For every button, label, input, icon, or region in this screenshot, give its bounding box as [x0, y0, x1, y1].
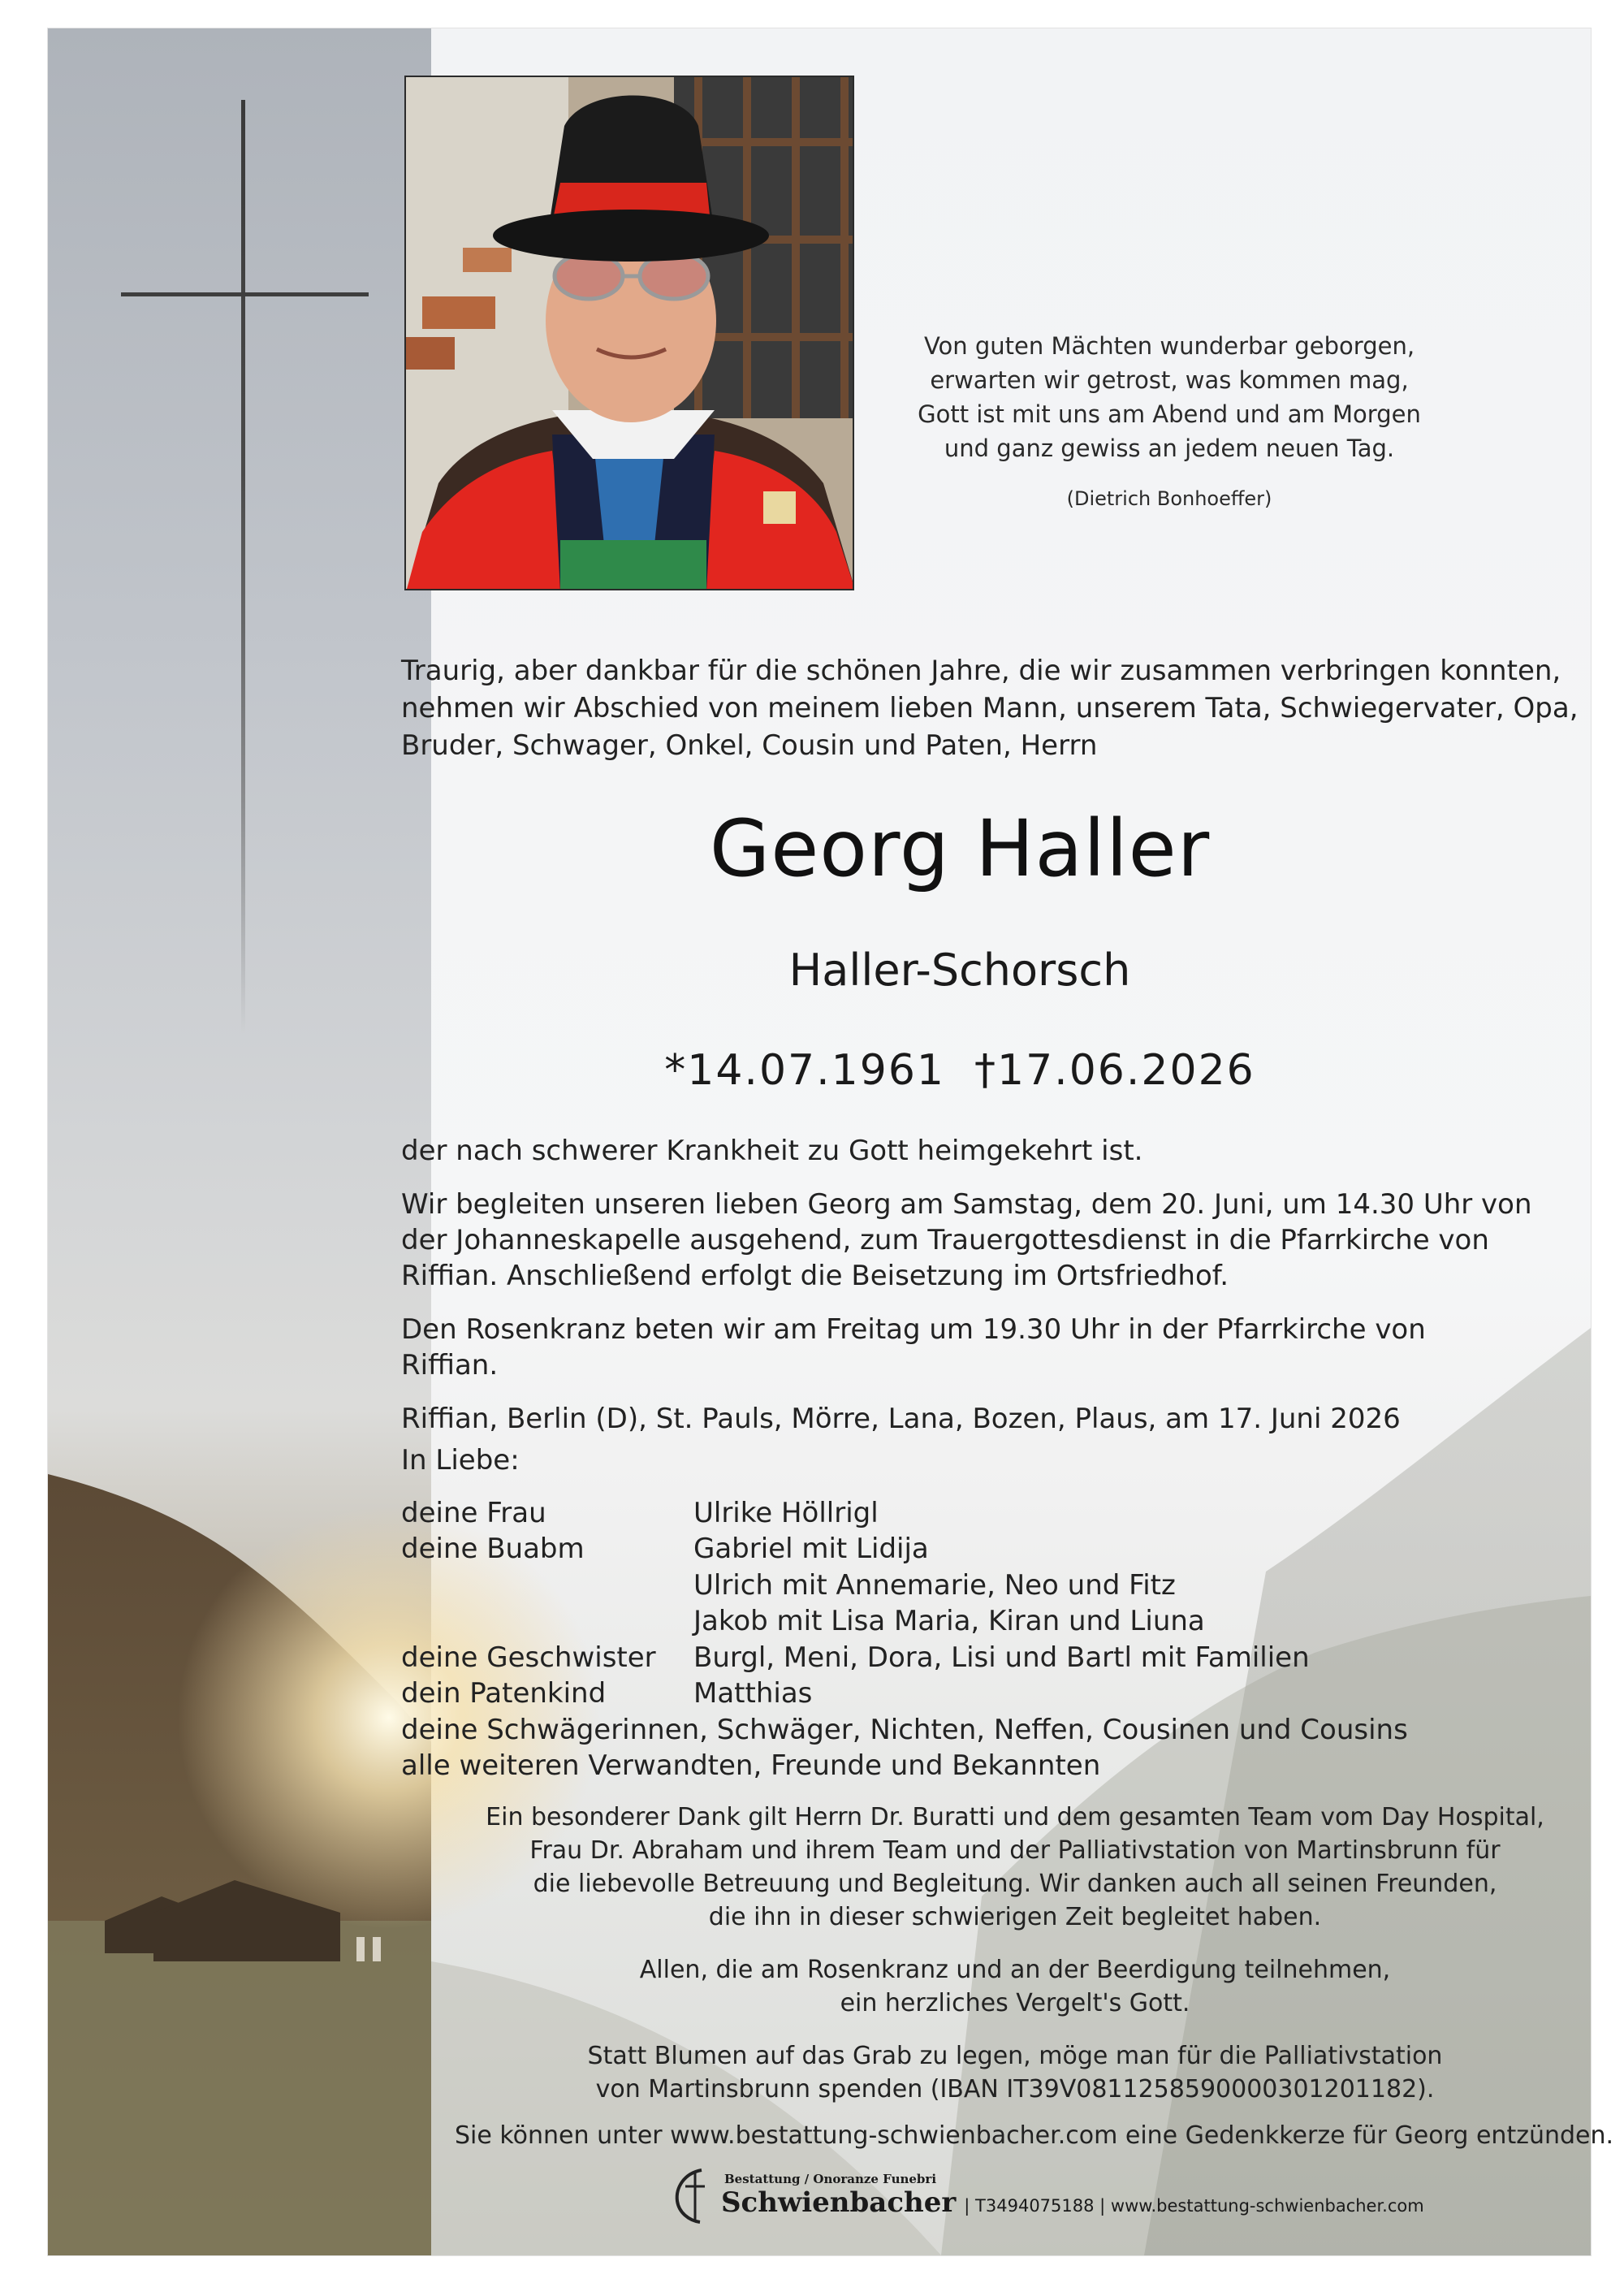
relation-names: Burgl, Meni, Dora, Lisi und Bartl mit Familien — [693, 1641, 1310, 1674]
thanks-line: Allen, die am Rosenkranz und an der Beerdigung teilnehmen, — [639, 1956, 1391, 1984]
funeral-home-logo — [669, 2163, 1424, 2228]
funeral-line: der Johanneskapelle ausgehend, zum Trauergottesdienst in die Pfarrkirche von — [401, 1224, 1489, 1256]
thanks-line: Frau Dr. Abraham und ihrem Team und der Palliativstation von Martinsbrunn für — [529, 1836, 1501, 1865]
relation-label — [401, 1603, 693, 1640]
thanks-block — [455, 1801, 1575, 2125]
mourner-row — [401, 1640, 1522, 1676]
poem-author: (Dietrich Bonhoeffer) — [1066, 487, 1272, 510]
thanks-line: von Martinsbrunn spenden (IBAN IT39V0811258590000301201182). — [595, 2075, 1435, 2104]
relation-label — [401, 1567, 693, 1604]
memorial-candle-note: Sie können unter www.bestattung-schwienbacher.com eine Gedenkkerze für Georg entzünden. — [455, 2121, 1614, 2150]
funeral-line: Wir begleiten unseren lieben Georg am Samstag, dem 20. Juni, um 14.30 Uhr von — [401, 1188, 1532, 1221]
relation-names: Jakob mit Lisa Maria, Kiran und Liuna — [693, 1605, 1205, 1637]
deceased-name: Georg Haller — [709, 803, 1211, 894]
poem-block — [893, 329, 1445, 516]
thanks-line: die ihn in dieser schwierigen Zeit begleitet haben. — [708, 1903, 1322, 1931]
relation-names: Matthias — [693, 1677, 813, 1710]
intro-line: Bruder, Schwager, Onkel, Cousin und Paten, Herrn — [401, 729, 1098, 762]
cross-vertical-beam — [241, 100, 245, 1034]
rosary-note: Den Rosenkranz beten wir am Freitag um 19.30 Uhr in der Pfarrkirche von Riffian. — [401, 1313, 1426, 1381]
poem-line: erwarten wir getrost, was kommen mag, — [930, 366, 1409, 394]
mourners-heading: In Liebe: — [401, 1444, 520, 1477]
portrait-photo — [404, 76, 854, 590]
logo-brand: Schwienbacher — [721, 2186, 957, 2219]
deceased-nickname: Haller-Schorsch — [788, 945, 1131, 996]
logo-contact: | T3494075188 | www.bestattung-schwienbacher.com — [964, 2196, 1424, 2216]
intro-line: nehmen wir Abschied von meinem lieben Mann, unserem Tata, Schwiegervater, Opa, — [401, 692, 1579, 724]
thanks-paragraph — [455, 1953, 1575, 2020]
mourner-line: alle weiteren Verwandten, Freunde und Bekannten — [401, 1749, 1101, 1782]
thanks-line: Statt Blumen auf das Grab zu legen, möge man für die Palliativstation — [587, 2042, 1443, 2070]
relation-label: dein Patenkind — [401, 1677, 607, 1710]
mourner-row — [401, 1603, 1522, 1640]
relation-names: Ulrich mit Annemarie, Neo und Fitz — [693, 1568, 1176, 1602]
announcement-body — [401, 1133, 1532, 1455]
relation-names: Gabriel mit Lidija — [693, 1533, 929, 1565]
mourner-row — [401, 1567, 1522, 1604]
relation-label: deine Geschwister — [401, 1641, 656, 1674]
funeral-details — [401, 1187, 1532, 1294]
life-dates — [401, 1042, 1518, 1099]
places-date: Riffian, Berlin (D), St. Pauls, Mörre, Lana, Bozen, Plaus, am 17. Juni 2026 — [401, 1403, 1401, 1435]
mourner-line: deine Schwägerinnen, Schwäger, Nichten, Neffen, Cousinen und Cousins — [401, 1713, 1408, 1746]
thanks-line: Ein besonderer Dank gilt Herrn Dr. Buratti und dem gesamten Team vom Day Hospital, — [486, 1803, 1544, 1831]
poem-line: Gott ist mit uns am Abend und am Morgen — [918, 400, 1421, 428]
death-date: †17.06.2026 — [974, 1046, 1255, 1095]
donation-note — [455, 2039, 1575, 2106]
birth-date: *14.07.1961 — [664, 1046, 945, 1095]
intro-text — [401, 652, 1579, 764]
relation-label: deine Frau — [401, 1496, 546, 1529]
relation-label: deine Buabm — [401, 1533, 585, 1565]
mourner-row — [401, 1495, 1522, 1532]
thanks-line: ein herzliches Vergelt's Gott. — [840, 1989, 1190, 2017]
mourner-row — [401, 1676, 1522, 1712]
relation-names: Ulrike Höllrigl — [693, 1496, 879, 1529]
mourner-row — [401, 1531, 1522, 1567]
thanks-line: die liebevolle Betreuung und Begleitung. Wir danken auch all seinen Freunden, — [533, 1870, 1497, 1898]
poem-line: und ganz gewiss an jedem neuen Tag. — [944, 435, 1395, 462]
cross-horizontal-beam — [121, 292, 369, 296]
death-note: der nach schwerer Krankheit zu Gott heimgekehrt ist. — [401, 1135, 1143, 1167]
thanks-paragraph — [455, 1801, 1575, 1934]
intro-line: Traurig, aber dankbar für die schönen Jahre, die wir zusammen verbringen konnten, — [401, 655, 1561, 687]
mourners-list — [401, 1442, 1522, 1784]
poem-line: Von guten Mächten wunderbar geborgen, — [923, 332, 1415, 360]
logo-tagline: Bestattung / Onoranze Funebri — [724, 2172, 937, 2186]
cross-logo-icon — [669, 2165, 716, 2225]
funeral-line: Riffian. Anschließend erfolgt die Beisetzung im Ortsfriedhof. — [401, 1260, 1229, 1292]
